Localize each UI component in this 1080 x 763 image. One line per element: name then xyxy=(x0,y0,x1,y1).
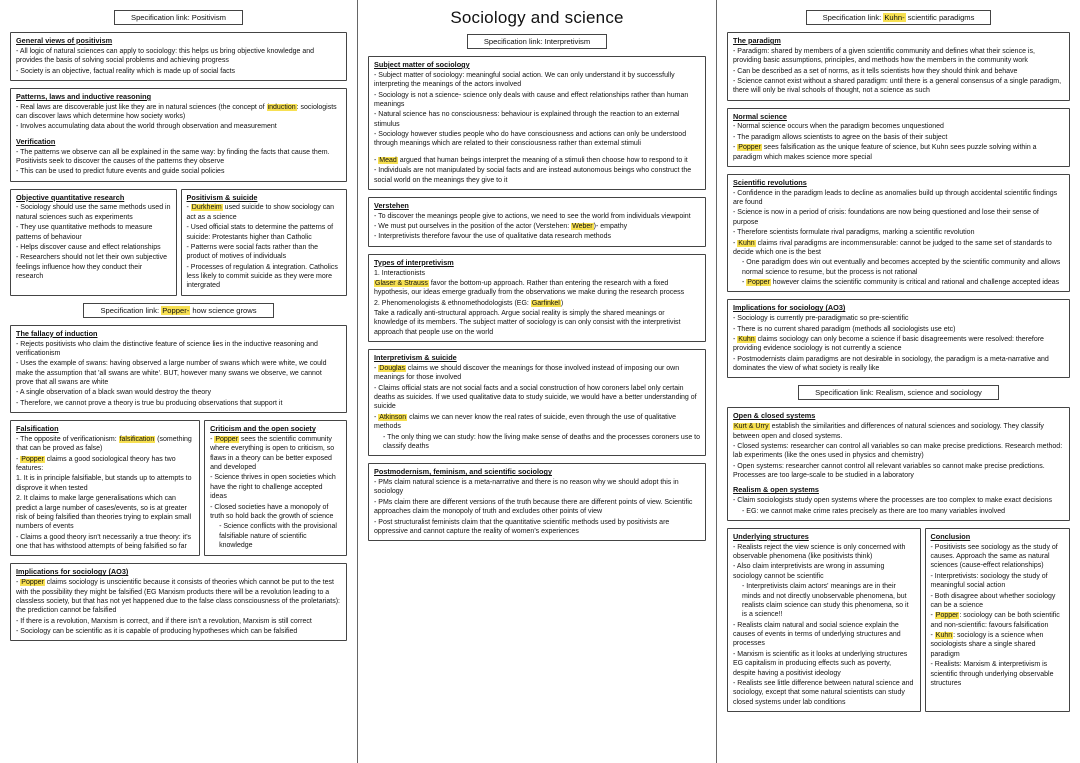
note-box-title: Implications for sociology (AO3) xyxy=(16,567,129,577)
highlighted-term: falsification xyxy=(119,435,155,443)
note-line: - Used official stats to determine the patterns of suicide: Protestants higher than Catholic xyxy=(186,224,334,241)
note-line: - Popper sees the scientific community where everything is open to criticism, so flaws in a theory can be better exposed and developed xyxy=(210,435,335,472)
note-group xyxy=(16,424,194,551)
note-line: - PMs claim natural science is a meta-narrative and there is no reason why we should adopt this in sociology xyxy=(374,479,679,496)
note-box-title: Implications for sociology (AO3) xyxy=(733,303,846,313)
note-line: - Sociology is currently pre-paradigmatic so pre-scientific xyxy=(733,315,909,323)
note-box-row xyxy=(10,189,347,296)
note-line: - Patterns were social facts rather than the product of motives of individuals xyxy=(186,243,319,261)
note-line: - Sociology however studies people who do have consciousness and actions can only be understood through meanings which are related to their consciousness rather than external stimuli xyxy=(374,131,687,148)
page-title: Sociology and science xyxy=(450,8,624,27)
spec-link xyxy=(10,10,347,25)
note-line: - This can be used to predict future events and guide social policies xyxy=(16,168,225,176)
spec-link xyxy=(10,303,347,318)
note-line: - Realists see little difference between natural science and sociology, except that some natural scientists can study closed systems under lab conditions xyxy=(733,679,914,706)
note-group xyxy=(374,201,700,242)
highlighted-term: Popper xyxy=(21,579,44,587)
note-box-title: Realism & open systems xyxy=(733,485,819,495)
note-box-title: Objective quantitative research xyxy=(16,192,125,202)
highlighted-term: Mead xyxy=(379,156,397,164)
highlighted-term: Glaser & Strauss xyxy=(375,279,428,287)
note-box-title: Conclusion xyxy=(930,531,971,541)
note-box xyxy=(727,407,1070,521)
highlighted-term: induction xyxy=(267,103,296,111)
note-line: - Rejects positivists who claim the distinctive feature of science lies in the inductive reasoning and verificationism xyxy=(16,340,318,357)
highlighted-term: Atkinson xyxy=(379,413,407,421)
note-line: - Durkheim used suicide to show sociology can act as a science xyxy=(186,204,335,221)
note-line: - Kuhn claims sociology can only become a science if basic disagreements were resolved: therefore providing evidence sociology is not currently a science xyxy=(733,335,1044,353)
note-line: - Normal science occurs when the paradigm becomes unquestioned xyxy=(733,123,944,131)
highlighted-term: Douglas xyxy=(379,364,405,372)
note-line: - Sociology should use the same methods used in natural sciences such as experiments xyxy=(16,204,171,221)
note-line: - Mead argued that human beings interpret the meaning of a stimuli then choose how to respond to it xyxy=(374,156,688,164)
highlighted-term: Popper- xyxy=(162,305,190,315)
note-line: - Sociology can be scientific as it is capable of producing hypotheses which can be falsified xyxy=(16,628,298,636)
note-line: Kurt & Urry establish the similarities and differences of natural sciences and sociology. They classify between open and closed systems. xyxy=(733,423,1044,440)
note-line: - Popper sees falsification as the unique feature of science, but Kuhn sees puzzle solving within a paradigm which makes science more special xyxy=(733,144,1037,161)
note-box xyxy=(925,528,1070,712)
note-box-row xyxy=(10,420,347,556)
highlighted-term: Garfinkel xyxy=(531,299,560,307)
note-line: - Realists: Marxism & interpretivism is scientific through underlying observable structures xyxy=(930,661,1054,687)
note-box-title: General views of positivism xyxy=(16,36,113,45)
note-box xyxy=(10,325,347,413)
note-line: - Kuhn claims rival paradigms are incommensurable: cannot be judged to the same set of standards to decide which one is the best xyxy=(733,239,1052,256)
note-line: - Open systems: researcher cannot control all relevant variables so cannot make precise predictions. Processes are too large-scale to be studied in a laboratory xyxy=(733,462,1045,480)
note-line: - Popper claims a good sociological theory has two features: xyxy=(16,455,176,473)
note-box-title: The fallacy of induction xyxy=(16,328,98,338)
right-column xyxy=(717,0,1080,763)
highlighted-term: Popper xyxy=(21,455,44,463)
note-group xyxy=(187,193,342,291)
note-line: - Therefore scientists formulate rival paradigms, marking a scientific revolution xyxy=(733,229,975,237)
note-line: - Interpretivists therefore favour the use of qualitative data research methods xyxy=(374,233,611,241)
note-group xyxy=(374,467,700,536)
note-line: - The paradigm allows scientists to agree on the basis of their subject xyxy=(733,133,948,141)
note-line: - Science thrives in open societies which have the right to challenge accepted ideas xyxy=(210,474,336,501)
note-box-title: Verification xyxy=(16,136,56,146)
note-line: 2. Phenomenologists & ethnomethodologists (EG: Garfinkel) xyxy=(374,299,564,307)
note-line: - The only thing we can study: how the living make sense of deaths and the processes coroners use to classify deaths xyxy=(383,433,700,450)
highlighted-term: Popper xyxy=(747,279,770,287)
note-box-title: Interpretivism & suicide xyxy=(374,353,457,363)
spec-link-label: Specification link: Kuhn- scientific paradigms xyxy=(806,10,992,25)
note-line: - Douglas claims we should discover the meanings for those involved instead of imposing our own meanings for those involved xyxy=(374,364,680,382)
highlighted-term: Kuhn xyxy=(935,632,953,640)
note-line: - Realists reject the view science is only concerned with observable phenomena (like positivists think) xyxy=(733,543,906,561)
note-line: - Uses the example of swans: having observed a large number of swans which were white, we could make the assumption that 'all swans are white'. BUT, however many swans we observe, we cannot prove that all swans are white xyxy=(16,360,327,387)
note-box xyxy=(368,56,706,190)
note-line: Glaser & Strauss favor the bottom-up approach. Rather than entering the research with a fixed hypothesis, our ideas emerge gradually from the observations we make during the research process xyxy=(374,279,685,297)
note-box-title: Open & closed systems xyxy=(733,411,816,421)
highlighted-term: Kuhn xyxy=(738,239,755,247)
note-group xyxy=(733,178,1064,288)
note-box-title: Normal science xyxy=(733,111,787,121)
note-line: - All logic of natural sciences can apply to sociology: this helps us bring objective knowledge and provides the basis of solving social problems and achieving progress xyxy=(16,47,315,65)
spec-link-label: Specification link: Popper- how science grows xyxy=(83,303,273,318)
note-line: - Subject matter of sociology: meaningful social action. We can only understand it by successfully interpreting the meanings of the actors involved xyxy=(374,71,675,89)
note-line: - Therefore, we cannot prove a theory is true bu producing observations that support it xyxy=(16,399,283,407)
note-line: - Closed societies have a monopoly of truth so hold back the growth of science xyxy=(210,503,334,520)
note-line: - The opposite of verificationism: falsification (something that can be proved as false) xyxy=(16,435,192,453)
highlighted-term: Popper xyxy=(935,612,959,620)
note-line: - Interpretivists claim actors' meanings are in their minds and not directly unobservable phenomena, but realists claim science can study this phenomena, so it is a science!! xyxy=(742,583,909,619)
note-line: - To discover the meanings people give to actions, we need to see the world from individuals viewpoint xyxy=(374,212,691,220)
note-group xyxy=(16,137,341,177)
note-group xyxy=(931,532,1064,688)
note-group xyxy=(733,36,1064,96)
note-line: - Kuhn: sociology is a science when sociologists share a single shared paradigm xyxy=(930,632,1044,658)
highlighted-term: Kuhn xyxy=(738,335,755,343)
left-column xyxy=(0,0,357,763)
spec-link xyxy=(368,34,706,49)
note-box-title: Patterns, laws and inductive reasoning xyxy=(16,91,152,101)
note-line: - Positivists see sociology as the study of causes. Approach the same as natural sciences (cause-effect relationships) xyxy=(930,543,1058,570)
note-line: - Post structuralist feminists claim that the quantitative scientific methods used by positivists are oppressive and cannot capture the reality of women's experiences xyxy=(374,518,670,535)
note-group xyxy=(16,329,341,408)
note-box xyxy=(368,197,706,247)
spec-link-label: Specification link: Positivism xyxy=(114,10,243,25)
highlighted-term: Popper xyxy=(738,144,761,152)
note-line: - Realists claim natural and social science explain the causes of events in terms of underlying structures and processes xyxy=(733,621,901,648)
note-line: 1. Interactionists xyxy=(374,269,425,277)
note-box-title: Verstehen xyxy=(374,200,409,210)
note-line: - They use quantitative methods to measure patterns of behaviour xyxy=(16,224,153,241)
note-line: - The patterns we observe can all be explained in the same way: by finding the facts that cause them. Positivists seek to discover the causes of the patterns they observe xyxy=(16,148,330,165)
note-line: - Atkinson claims we can never know the real rates of suicide, even through the use of qualitative methods xyxy=(374,413,677,431)
note-box xyxy=(368,254,706,342)
note-box xyxy=(368,349,706,456)
note-line: - Claims a good theory isn't necessarily a true theory: it's one that has withstood attempts of being falsified so far xyxy=(16,533,192,551)
note-group xyxy=(733,411,1064,480)
highlighted-term: Kurt & Urry xyxy=(734,423,769,431)
note-line: - Claim sociologists study open systems where the processes are too complex to make exact decisions xyxy=(733,497,1053,505)
note-line: - Both disagree about whether sociology can be a science xyxy=(930,592,1056,609)
note-line: - Popper: sociology can be both scientific and non-scientific: favours falsification xyxy=(930,612,1060,629)
note-line: - Processes of regulation & integration. Catholics less likely to commit suicide as they were more intergrated xyxy=(186,263,338,290)
highlighted-term: Popper xyxy=(215,435,238,443)
note-line: - Sociology is not a science- science only deals with cause and effect relationships rather than human meanings xyxy=(374,91,689,108)
note-box-title: Underlying structures xyxy=(733,531,809,541)
spec-link xyxy=(727,385,1070,400)
note-group xyxy=(733,112,1064,162)
note-group xyxy=(16,36,341,76)
note-group xyxy=(16,567,341,636)
highlighted-term: Durkheim xyxy=(191,204,222,212)
note-line: - Popper claims sociology is unscientific because it consists of theories which cannot be put to the test with the possibility they might be falsified (EG Marxism products there will be a revolution leading to a classless society, but that has not yet happened due to the false class consciousness of the proletariats): the prediction cannot be falsified xyxy=(16,579,340,615)
middle-column xyxy=(357,0,717,763)
note-box xyxy=(181,189,348,296)
note-box xyxy=(368,463,706,541)
note-group xyxy=(16,193,171,282)
note-line: - Postmodernists claim paradigms are not desirable in sociology, the paradigm is a meta-narrative and dominates the view of what society is really like xyxy=(733,355,1049,373)
note-line: - If there is a revolution, Marxism is correct, and if there isn't a revolution, Marxism is still correct xyxy=(16,617,312,625)
note-line: - Science conflicts with the provisional falsifiable nature of scientific knowledge xyxy=(219,523,337,550)
note-box-title: Postmodernism, feminism, and scientific sociology xyxy=(374,467,553,477)
note-line: - Involves accumulating data about the world through observation and measurement xyxy=(16,123,277,131)
note-box xyxy=(727,32,1070,101)
note-line: - Science cannot exist without a shared paradigm: until there is a general consensus of a single paradigm, there will only be rival schools of thought, not a science as such xyxy=(733,77,1062,95)
note-line: - Can be described as a set of norms, as it tells scientists how they should think and behave xyxy=(733,67,1018,75)
note-group xyxy=(733,485,1064,516)
highlighted-term: Weber xyxy=(572,223,593,231)
spec-link-label: Specification link: Interpretivism xyxy=(467,34,607,49)
note-box-title: Positivism & suicide xyxy=(186,192,258,202)
note-line: - Paradigm: shared by members of a given scientific community and defines what their science is, providing basic assumptions, principles, and methods how the members in the community work xyxy=(733,47,1035,65)
note-box xyxy=(10,420,200,556)
note-group xyxy=(210,424,341,550)
note-line: - One paradigm does win out eventually and becomes accepted by the scientific community and allows normal science to resume, but the process is not rational xyxy=(742,259,1061,276)
note-line: 2. It claims to make large generalisations which can predict a large number of cases/events, so is at greater risk of being falsified than theories trying to explain small numbers of events xyxy=(16,495,192,531)
note-line: - We must put ourselves in the position of the actor (Verstehen: Weber)- empathy xyxy=(374,223,628,231)
note-box xyxy=(727,108,1070,167)
note-box xyxy=(10,189,177,296)
note-line: - Popper however claims the scientific community is critical and rational and challenge accepted ideas xyxy=(742,279,1060,287)
note-line: - Closed systems: researcher can control all variables so can make precise predictions. Research method: lab experiments (like the ones used in physics and chemistry) xyxy=(733,442,1063,460)
note-line: - Helps discover cause and effect relationships xyxy=(16,243,161,251)
note-box xyxy=(727,528,921,712)
note-box-title: Subject matter of sociology xyxy=(374,60,470,69)
note-line: 1. It is in principle falsifiable, but stands up to attempts to disprove it when tested xyxy=(16,475,192,492)
note-line: - Society is an objective, factual reality which is made up of social facts xyxy=(16,67,236,75)
highlighted-term: Kuhn- xyxy=(884,13,905,22)
note-box-title: Types of interpretivism xyxy=(374,257,454,267)
note-line: - Marxism is scientific as it looks at underlying structures EG capitalism in producing effects such as poverty, despite having a positivist ideology xyxy=(733,650,908,677)
note-box xyxy=(727,174,1070,293)
note-group xyxy=(374,60,700,185)
note-box xyxy=(727,299,1070,378)
note-box-title: Criticism and the open society xyxy=(210,424,316,434)
note-line: - Natural science has no consciousness: behaviour is explained through the reaction to an external stimulus xyxy=(374,111,680,128)
note-line: - Researchers should not let their own subjective feelings influence how they conduct their research xyxy=(16,254,167,281)
note-line: - There is no current shared paradigm (methods all sociologists use etc) xyxy=(733,325,956,333)
note-box xyxy=(10,88,347,182)
note-box-row xyxy=(727,528,1070,712)
note-line: - Science is now in a period of crisis: foundations are now being questioned and lose their sense of purpose xyxy=(733,209,1039,226)
spec-link-label: Specification link: Realism, science and sociology xyxy=(798,385,999,400)
note-box-title: Falsification xyxy=(16,424,59,434)
note-box xyxy=(204,420,347,556)
spec-link xyxy=(727,10,1070,25)
note-line: - Interpretivists: sociology the study of meaningful social action xyxy=(930,572,1048,590)
note-group xyxy=(374,258,700,337)
note-box-title: The paradigm xyxy=(733,36,781,45)
note-line: - Claims official stats are not social facts and a social construction of how coroners label only certain deaths as suicides. If we used qualitative data to study suicide, we would have a better understanding of suicide xyxy=(374,384,697,411)
note-box-title: Scientific revolutions xyxy=(733,177,807,187)
note-line: Take a radically anti-structural approach. Argue social reality is simply the shared meanings or knowledge of its members. The subject matter of sociology is can only consist with the interpretivist approach that people use on the world xyxy=(374,310,681,336)
note-box xyxy=(10,563,347,641)
note-line: - Individuals are not manipulated by social facts and are instead autonomous beings who construct the social world on the meanings they give to it xyxy=(374,167,692,184)
note-group xyxy=(374,353,700,451)
note-box xyxy=(10,32,347,81)
note-line: - EG: we cannot make crime rates precisely as there are too many variables involved xyxy=(742,507,1006,515)
note-line: - Real laws are discoverable just like they are in natural sciences (the concept of induction: sociologists can discover laws which determine how society works) xyxy=(16,103,337,121)
note-line xyxy=(374,150,700,155)
note-line: - PMs claim there are different versions of the truth because there are different points of view. Scientific approaches claim the monopoly of truth and excludes other points of view xyxy=(374,498,693,516)
note-group xyxy=(733,303,1064,373)
note-line: - A single observation of a black swan would destroy the theory xyxy=(16,389,211,397)
note-line: - Confidence in the paradigm leads to decline as anomalies build up through accidental scientific findings are found xyxy=(733,189,1058,207)
note-line: - Also claim interpretivists are wrong in assuming sociology cannot be scientific xyxy=(733,563,885,580)
note-group xyxy=(733,532,915,707)
note-group xyxy=(16,92,341,132)
